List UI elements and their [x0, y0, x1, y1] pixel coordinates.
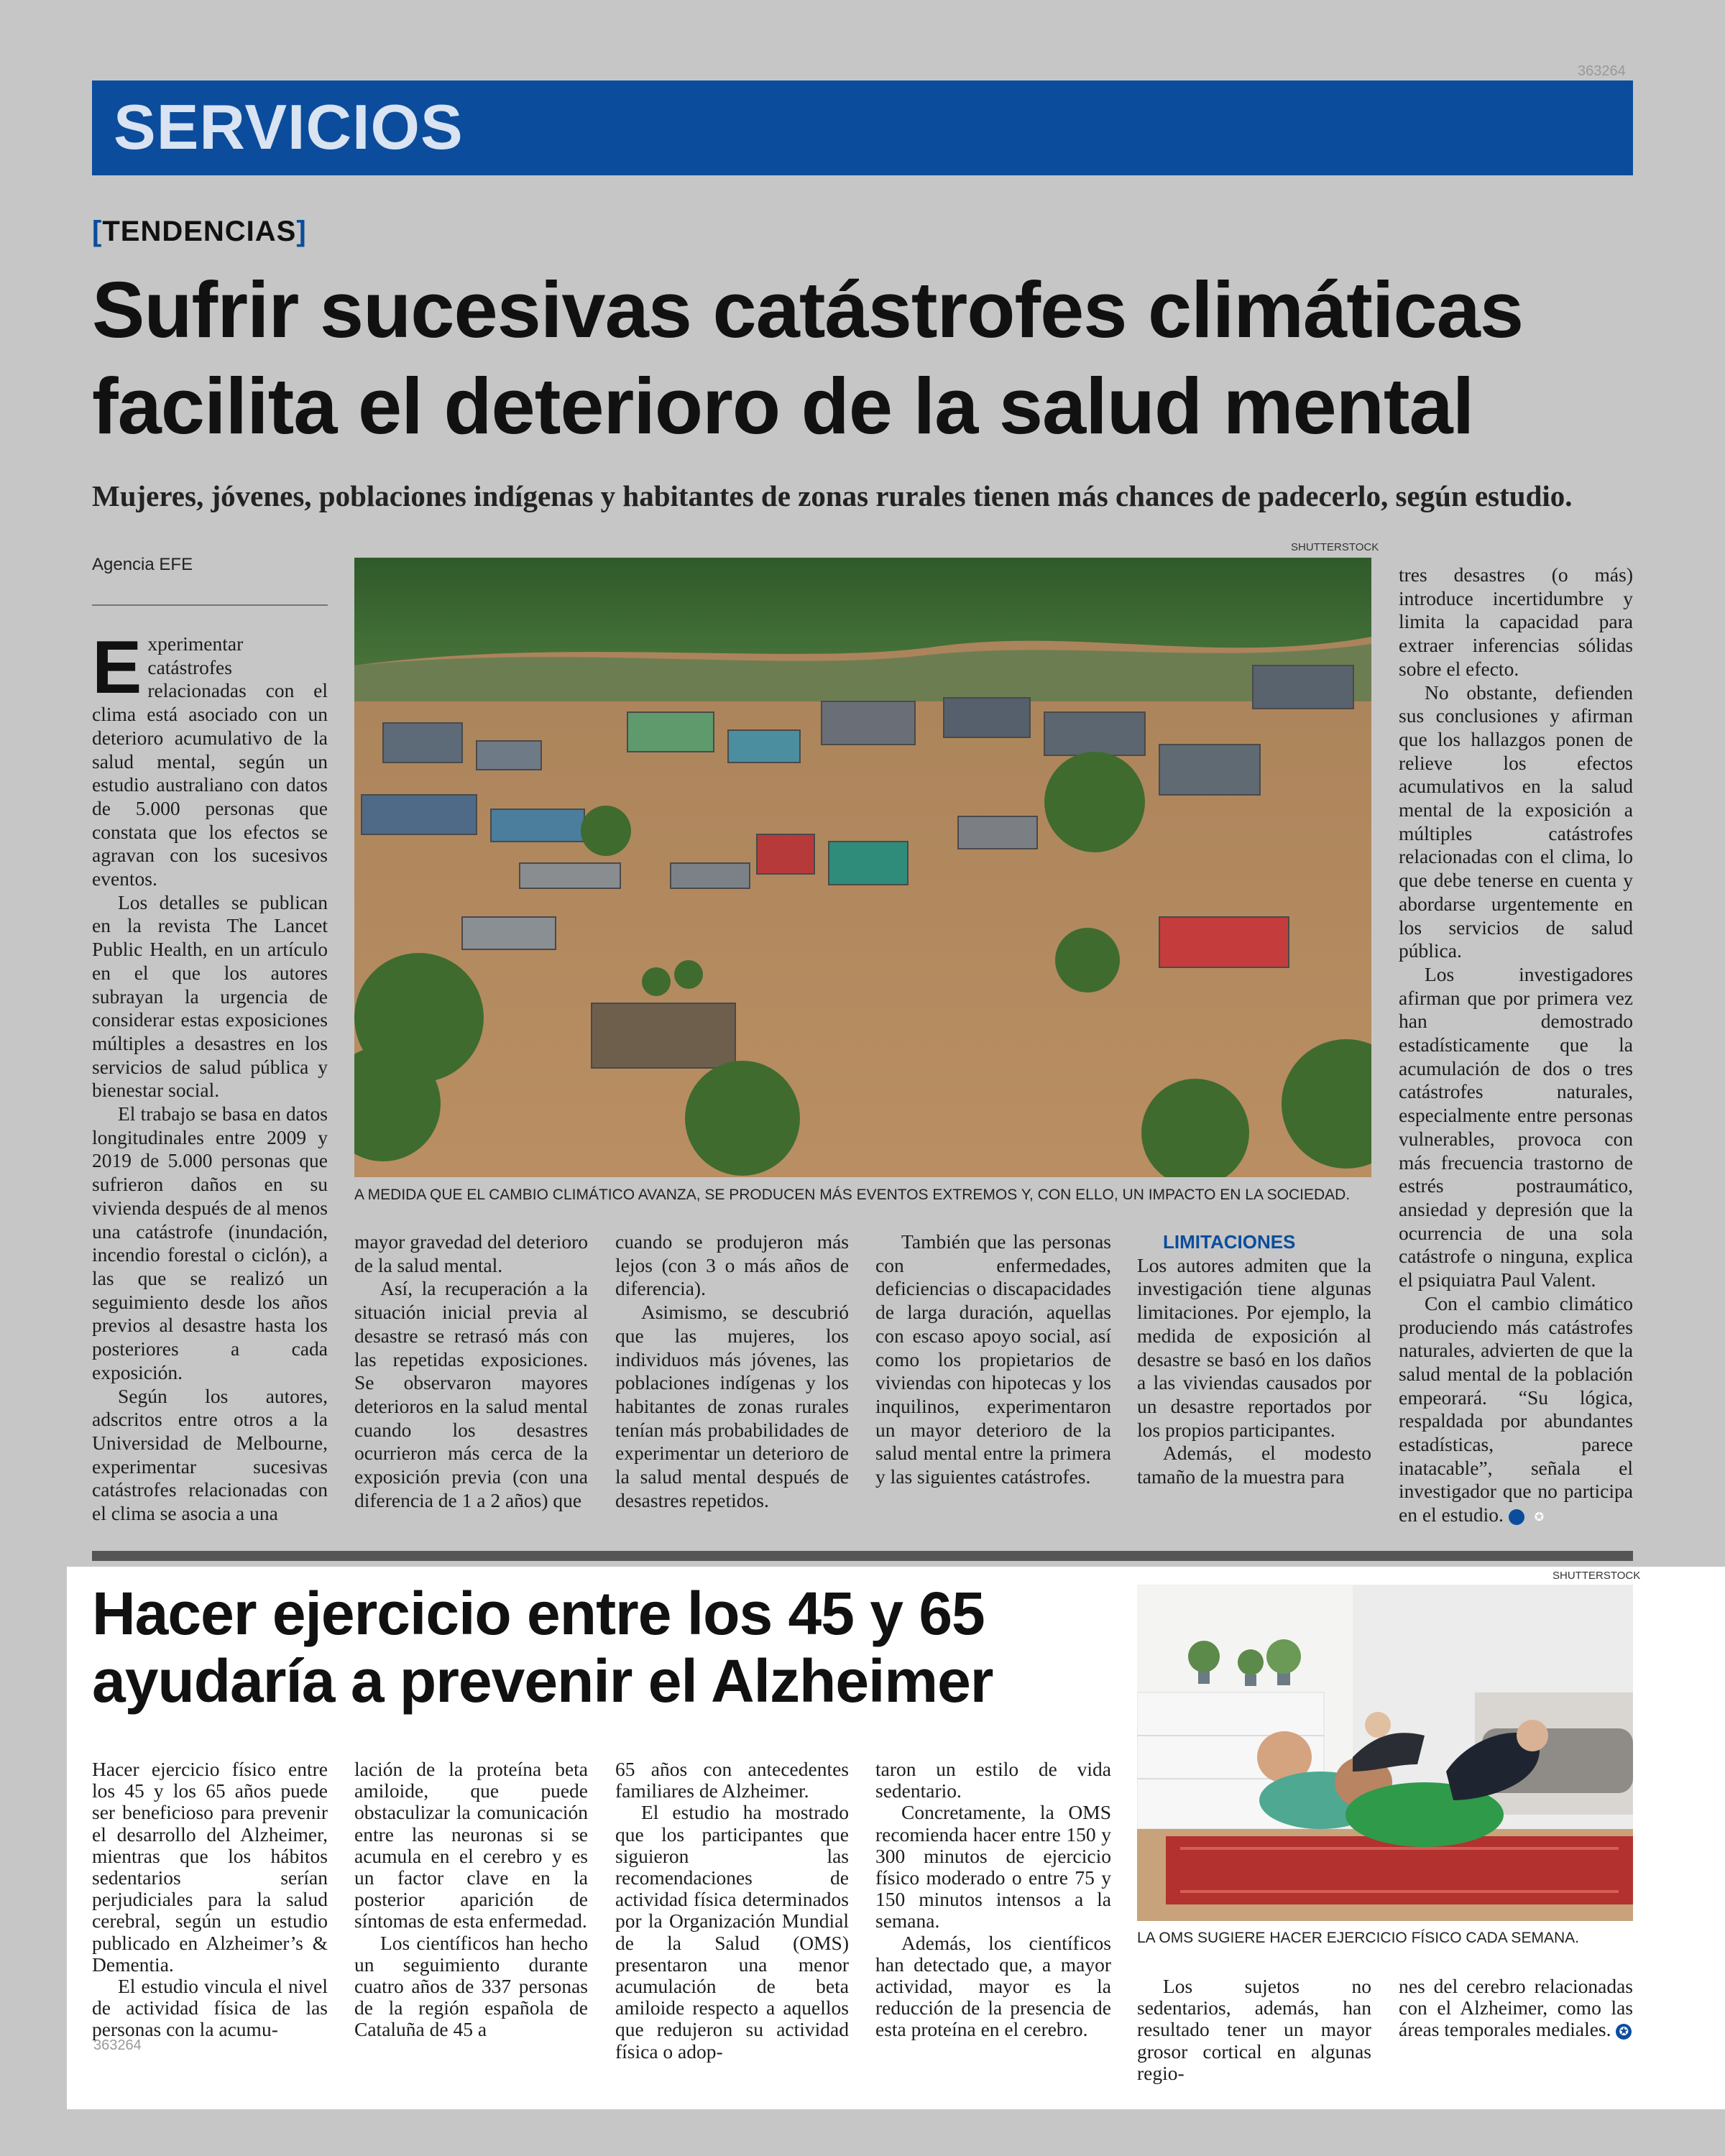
page-code-2: 363264 [93, 2037, 142, 2053]
paragraph: 65 años con antecedentes familiares de Alzheimer. [615, 1758, 849, 1802]
paragraph: Asimismo, se descubrió que las mujeres, los individuos más jóvenes, las poblaciones indígenas y los habitantes de zonas rurales tenían más probabilidades de experimentar un deterioro de la salud mental después de desastres repetidos. [615, 1301, 849, 1511]
paragraph: Según los autores, adscritos entre otros a la Universidad de Melbourne, experimentar sucesivas catástrofes relacionadas con el clima se asocia a una [92, 1384, 328, 1525]
paragraph: También que las personas con enfermedades, deficiencias o discapacidades de larga duración, aquellas con escaso apoyo social, así como los propietarios de viviendas con hipotecas y los inquilinos, experimentaron un mayor deterioro de la salud mental entre la primera y las siguientes catástrofes. [875, 1230, 1111, 1488]
headline-line-1: Sufrir sucesivas catástrofes climáticas [92, 266, 1524, 354]
paragraph: El estudio vincula el nivel de actividad física de las personas con la acumu- [92, 1975, 328, 2041]
paragraph: tres desastres (o más) introduce incertidumbre y limita la capacidad para extraer inferencias sólidas sobre el efecto. [1399, 563, 1633, 680]
deck: Mujeres, jóvenes, poblaciones indígenas y habitantes de zonas rurales tienen más chances de padecerlo, según estudio. [92, 479, 1573, 512]
paragraph: Los investigadores afirman que por primera vez han demostrado estadísticamente que la acumulación de dos o tres catástrofes naturales, especialmente entre personas vulnerables, provoca con más frecuencia trastorno de estrés postraumático, ansiedad y depresión que la ocurrencia de una sola catástrofe o ninguna, explica el psiquiatra Paul Valent. [1399, 962, 1633, 1291]
byline: Agencia EFE [92, 555, 193, 574]
article-column-5 [1137, 1230, 1371, 1489]
photo-caption-2: LA OMS SUGIERE HACER EJERCICIO FÍSICO CADA SEMANA. [1137, 1930, 1579, 1946]
end-mark-icon: ✪ [1509, 1509, 1524, 1525]
article-2-column-1 [92, 1759, 328, 2041]
headline [92, 262, 1637, 455]
flood-photo-icon [354, 558, 1371, 1177]
byline-divider [92, 604, 328, 606]
headline-line-2: facilita el deterioro de la salud mental [92, 362, 1474, 451]
article-column-3 [615, 1230, 849, 1512]
paragraph: Además, los científicos han detectado que, a mayor actividad, mayor es la reducción de la presencia de esta proteína en el cerebro. [875, 1931, 1111, 2041]
end-mark-icon: ✪ [1616, 2024, 1632, 2040]
article-2-column-2 [354, 1759, 588, 2041]
paragraph: Los científicos han hecho un seguimiento durante cuatro años de 337 personas de la región española de Cataluña de 45 a [354, 1931, 588, 2041]
paragraph: xperimentar catástrofes relacionadas con el clima está asociado con un deterioro acumulativo de la salud mental, según un estudio australiano con datos de 5.000 personas que constata que los efectos se agravan con los sucesivos eventos. [92, 632, 328, 890]
paragraph: Concretamente, la OMS recomienda hacer entre 150 y 300 minutos de ejercicio físico moderado o entre 75 y 150 minutos intensos a la semana. [875, 1801, 1111, 1932]
paragraph: Además, el modesto tamaño de la muestra para [1137, 1442, 1371, 1488]
paragraph: Así, la recuperación a la situación inicial previa al desastre se retrasó más con las repetidas exposiciones. Se observaron mayores deterioros en la salud mental cuando los desastres ocurrieron más cerca de la exposición previa (con una diferencia de 1 a 2 años) que [354, 1277, 588, 1511]
photo-credit: SHUTTERSTOCK [1291, 541, 1379, 553]
drop-cap: E [92, 626, 142, 709]
page-code: 363264 [1578, 63, 1626, 79]
section-banner [92, 80, 1633, 175]
paragraph: Los autores admiten que la investigación tiene algunas limitaciones. Por ejemplo, la medida de exposición al desastre se basó en los daños a las viviendas causados por un desastre reportados por los propios participantes. [1137, 1253, 1371, 1441]
paragraph: El trabajo se basa en datos longitudinales entre 2009 y 2019 de 5.000 personas que sufrieron daños en su vivienda después de al menos una catástrofe (inundación, incendio forestal o ciclón), a las que se realizó un seguimiento desde los años previos al desastre hasta los posteriores a cada exposición. [92, 1102, 328, 1383]
paragraph: Los sujetos no sedentarios, además, han resultado tener un mayor grosor cortical en algunas regio- [1137, 1975, 1371, 2084]
article-2-column-6 [1399, 1976, 1633, 2041]
paragraph: Los detalles se publican en la revista The Lancet Public Health, en un artículo en el que los autores subrayan la urgencia de considerar estas exposiciones múltiples a desastres en los servicios de salud pública y bienestar social. [92, 890, 328, 1102]
paragraph: cuando se produjeron más lejos (con 3 o más años de diferencia). [615, 1230, 849, 1300]
paragraph: Hacer ejercicio físico entre los 45 y los 65 años puede ser beneficioso para prevenir el desarrollo del Alzheimer, mientras que los hábitos sedentarios serían perjudiciales para la salud cerebral, según un estudio publicado en Alzheimer’s & Dementia. [92, 1758, 328, 1976]
paragraph: Con el cambio climático produciendo más catástrofes naturales, advierten de que la salud mental de la población empeorará. “Su lógica, respaldada por abundantes estadísticas, parece inatacable”, señala el investigador que no participa en el estudio. [1399, 1291, 1633, 1526]
photo-caption: A MEDIDA QUE EL CAMBIO CLIMÁTICO AVANZA, SE PRODUCEN MÁS EVENTOS EXTREMOS Y, CON ELLO, UN IMPACTO EN LA SOCIEDAD. [354, 1187, 1351, 1203]
paragraph: lación de la proteína beta amiloide, que puede obstaculizar la comunicación entre las neuronas si se acumula en el cerebro y es un factor clave en la posterior aparición de síntomas de esta enfermedad. [354, 1758, 588, 1932]
kicker: [TENDENCIAS] [92, 216, 307, 247]
article-divider [92, 1551, 1633, 1561]
article-2-column-4 [875, 1759, 1111, 2041]
paragraph: El estudio ha mostrado que los participantes que siguieron las recomendaciones de actividad física determinados por la Organización Mundial de la Salud (OMS) presentaron una menor acumulación de beta amiloide respecto a aquellos que redujeron su actividad física o adop- [615, 1801, 849, 2063]
section-name: SERVICIOS [114, 91, 464, 162]
article-column-1 [92, 626, 328, 1525]
article-column-2 [354, 1230, 588, 1512]
paragraph: nes del cerebro relacionadas con el Alzheimer, como las áreas temporales mediales. [1399, 1975, 1633, 2041]
subhead: LIMITACIONES [1163, 1231, 1296, 1253]
article-2-column-5 [1137, 1976, 1371, 2084]
paragraph: mayor gravedad del deterioro de la salud mental. [354, 1230, 588, 1276]
article-2-column-3 [615, 1759, 849, 2063]
article-column-4 [875, 1230, 1111, 1489]
headline-2 [92, 1580, 1113, 1715]
paragraph: taron un estilo de vida sedentario. [875, 1758, 1111, 1802]
headline-2-line-2: ayudaría a prevenir el Alzheimer [92, 1647, 993, 1715]
exercise-photo-icon [1137, 1585, 1633, 1921]
kicker-text: TENDENCIAS [102, 216, 297, 247]
article-column-6 [1399, 563, 1633, 1527]
headline-2-line-1: Hacer ejercicio entre los 45 y 65 [92, 1580, 985, 1647]
photo-credit-2: SHUTTERSTOCK [1552, 1570, 1641, 1582]
paragraph: No obstante, defienden sus conclusiones y afirman que los hallazgos ponen de relieve los efectos acumulativos en la salud mental de la exposición a múltiples catástrofes relacionadas con el clima, lo que debe tenerse en cuenta y abordarse urgentemente en los servicios de salud pública. [1399, 681, 1633, 962]
